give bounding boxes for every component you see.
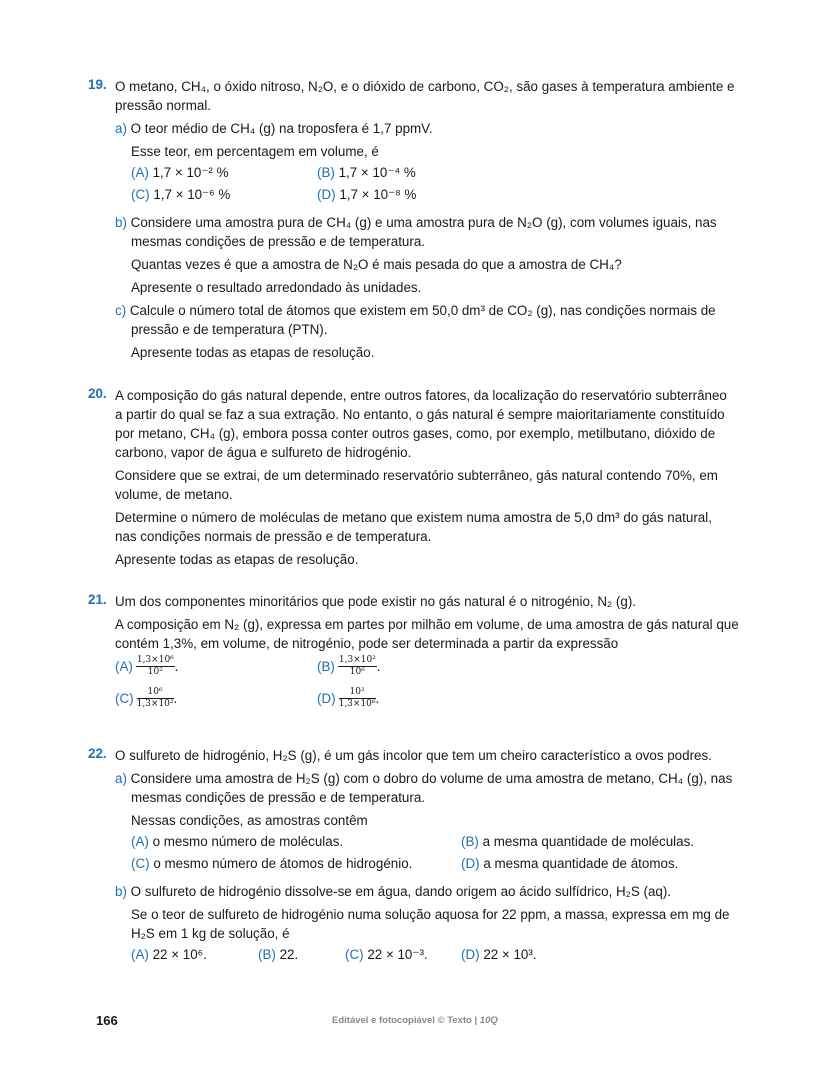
option-label: (A) [131, 947, 149, 962]
instruction-text: Apresente todas as etapas de resolução. [131, 345, 375, 360]
text-line: por metano, CH₄ (g), embora possa conter outros gases, como, por exemplo, metilbutano, dióxido de [115, 426, 716, 441]
option-label: (C) [131, 187, 150, 202]
fraction [136, 655, 175, 678]
question-21 [88, 592, 752, 725]
subquestion-text: mesmas condições de pressão e de temperatura. [131, 234, 426, 249]
option-c[interactable] [131, 856, 412, 871]
question-number: 20. [88, 386, 107, 401]
denominator: 1,3×10² [136, 699, 174, 709]
question-stem [115, 592, 752, 611]
question-stem [115, 77, 752, 115]
question-20 [88, 386, 752, 569]
option-a[interactable] [131, 165, 229, 181]
footer-book: 10Q [479, 1015, 498, 1026]
text-line: volume, de metano. [115, 487, 233, 502]
subquestion-c [115, 301, 752, 339]
footer-text: Editável e fotocopiável © Texto | [332, 1015, 480, 1026]
subquestion-label: b) [115, 215, 127, 230]
options-row [115, 856, 752, 878]
stem-line: O metano, CH₄, o óxido nitroso, N₂O, e o dióxido de carbono, CO₂, são gases à temperatura ambiente e [115, 79, 735, 94]
option-label: (A) [115, 659, 133, 674]
option-label: (A) [131, 834, 149, 849]
option-a[interactable] [131, 834, 343, 849]
subquestion-b-question [115, 255, 752, 274]
subquestion-c-instruction [115, 343, 752, 362]
footer-credit [332, 1015, 498, 1026]
instruction-text: Apresente todas as etapas de resolução. [115, 552, 359, 567]
paragraph [115, 615, 752, 653]
question-22 [88, 746, 752, 969]
text-line: carbono, vapor de água e sulfureto de hidrogénio. [115, 445, 412, 460]
subquestion-a [115, 119, 752, 138]
option-text: o mesmo número de átomos de hidrogénio. [153, 856, 413, 871]
subquestion-b [115, 882, 752, 901]
question-stem [115, 746, 752, 765]
option-text: o mesmo número de moléculas. [152, 834, 344, 849]
option-c[interactable]: (C) $\frac{\text{10⁶}}{\text{1,3×10²}}$ . [115, 687, 178, 709]
stem-line: Um dos componentes minoritários que pode existir no gás natural é o nitrogénio, N₂ (g). [115, 594, 637, 609]
text-line: contém 1,3%, em volume, de nitrogénio, pode ser determinada a partir da expressão [115, 636, 619, 651]
stem-line: O sulfureto de hidrogénio, H₂S (g), é um gás incolor que tem um cheiro característico a ovos podres. [115, 748, 712, 763]
question-number: 19. [88, 77, 107, 92]
paragraph [115, 386, 752, 462]
option-text: 1,7 × 10⁻⁶ % [153, 187, 231, 202]
option-c[interactable] [345, 947, 428, 963]
option-b[interactable] [258, 947, 298, 962]
option-label: (C) [345, 947, 364, 962]
option-label: (C) [131, 856, 150, 871]
subquestion-label: b) [115, 884, 127, 899]
question-19 [88, 77, 752, 362]
text-line: Determine o número de moléculas de metano que existem numa amostra de 5,0 dm³ do gás natural, [115, 510, 712, 525]
page-number: 166 [96, 1013, 118, 1028]
subquestion-label: a) [115, 121, 127, 136]
subquestion-a [115, 769, 752, 807]
paragraph [115, 466, 752, 504]
fraction-options [115, 655, 752, 725]
option-text: 1,7 × 10⁻² % [152, 165, 229, 180]
instruction-text: Apresente o resultado arredondado às unidades. [131, 280, 422, 295]
text-line: A composição em N₂ (g), expressa em partes por milhão em volume, de uma amostra de gás natural que [115, 617, 739, 632]
fraction [338, 655, 377, 678]
denominator: 10² [147, 667, 163, 677]
text-line: a partir do qual se faz a sua extração. No entanto, o gás natural é sempre maioritariamente constituído [115, 407, 725, 422]
instruction [115, 550, 752, 569]
subquestion-text: Considere uma amostra de H₂S (g) com o dobro do volume de uma amostra de metano, CH₄ (g), nas [130, 771, 733, 786]
denominator: 1,3×10⁶ [338, 699, 376, 709]
prompt-text: Nessas condições, as amostras contêm [131, 813, 368, 828]
option-label: (B) [317, 659, 335, 674]
option-a[interactable] [131, 947, 207, 962]
option-d[interactable] [317, 187, 416, 203]
option-text: 22 × 10⁻³. [367, 947, 428, 962]
subquestion-text: Considere uma amostra pura de CH₄ (g) e uma amostra pura de N₂O (g), com volumes iguais, nas [130, 215, 717, 230]
question-number: 22. [88, 746, 107, 761]
subquestion-label: c) [115, 303, 127, 318]
options-row [115, 947, 752, 969]
numerator: 10⁶ [137, 687, 174, 699]
options-row [115, 187, 752, 209]
option-b[interactable] [461, 834, 694, 849]
numerator: 1,3×10² [338, 655, 376, 665]
subquestion-label: a) [115, 771, 127, 786]
option-label: (A) [131, 165, 149, 180]
option-label: (D) [317, 187, 336, 202]
option-a[interactable]: (A) $\frac{\text{1,3×10⁶}}{\text{10²}}$ . [115, 655, 179, 677]
subquestion-prompt [115, 142, 752, 161]
option-label: (D) [461, 947, 480, 962]
option-text: 1,7 × 10⁻⁴ % [338, 165, 416, 180]
text-line: Se o teor de sulfureto de hidrogénio numa solução aquosa for 22 ppm, a massa, expressa em mg de [131, 907, 730, 922]
numerator: 1,3×10⁶ [136, 655, 174, 665]
option-d[interactable] [461, 947, 537, 962]
numerator: 10² [339, 687, 376, 699]
text-line: A composição do gás natural depende, entre outros fatores, da localização do reservatório subterrâneo [115, 388, 727, 403]
option-label: (B) [317, 165, 335, 180]
option-d[interactable] [461, 856, 678, 871]
option-text: a mesma quantidade de átomos. [483, 856, 679, 871]
options-row [115, 165, 752, 187]
option-text: 1,7 × 10⁻⁸ % [339, 187, 417, 202]
options-row [115, 834, 752, 856]
fraction [137, 687, 174, 710]
stem-line: pressão normal. [115, 98, 212, 113]
option-label: (D) [461, 856, 480, 871]
option-d[interactable]: (D) $\frac{\text{10²}}{\text{1,3×10⁶}}$ . [317, 687, 380, 709]
question-number: 21. [88, 592, 107, 607]
option-label: (B) [461, 834, 479, 849]
text-line: Considere que se extrai, de um determinado reservatório subterrâneo, gás natural contendo 70%, em [115, 468, 718, 483]
subquestion-text: O teor médio de CH₄ (g) na troposfera é 1,7 ppmV. [130, 121, 433, 136]
option-b[interactable]: (B) $\frac{\text{1,3×10²}}{\text{10⁶}}$ . [317, 655, 381, 677]
option-label: (D) [317, 691, 336, 706]
question-text: Quantas vezes é que a amostra de N₂O é mais pesada do que a amostra de CH₄? [131, 257, 622, 272]
subquestion-text: O sulfureto de hidrogénio dissolve-se em água, dando origem ao ácido sulfídrico, H₂S (aq). [130, 884, 672, 899]
subquestion-text: mesmas condições de pressão e de temperatura. [131, 790, 426, 805]
option-text: 22. [279, 947, 299, 962]
subquestion-b-instruction [115, 278, 752, 297]
fraction [339, 687, 376, 710]
paragraph [115, 508, 752, 546]
text-line: H₂S em 1 kg de solução, é [131, 926, 290, 941]
option-c[interactable] [131, 187, 230, 203]
subquestion-text: Calcule o número total de átomos que existem em 50,0 dm³ de CO₂ (g), nas condições normais de [129, 303, 716, 318]
option-text: a mesma quantidade de moléculas. [482, 834, 694, 849]
subquestion-text: pressão e de temperatura (PTN). [131, 322, 328, 337]
text-line: nas condições normais de pressão e de temperatura. [115, 529, 432, 544]
subquestion-b [115, 213, 752, 251]
denominator: 10⁶ [349, 667, 365, 677]
option-b[interactable] [317, 165, 416, 181]
subquestion-prompt [115, 811, 752, 830]
option-text: 22 × 10³. [483, 947, 537, 962]
prompt-text: Esse teor, em percentagem em volume, é [131, 144, 379, 159]
option-label: (C) [115, 691, 134, 706]
option-text: 22 × 10⁶. [152, 947, 207, 962]
subquestion-b-paragraph [115, 905, 752, 943]
option-label: (B) [258, 947, 276, 962]
